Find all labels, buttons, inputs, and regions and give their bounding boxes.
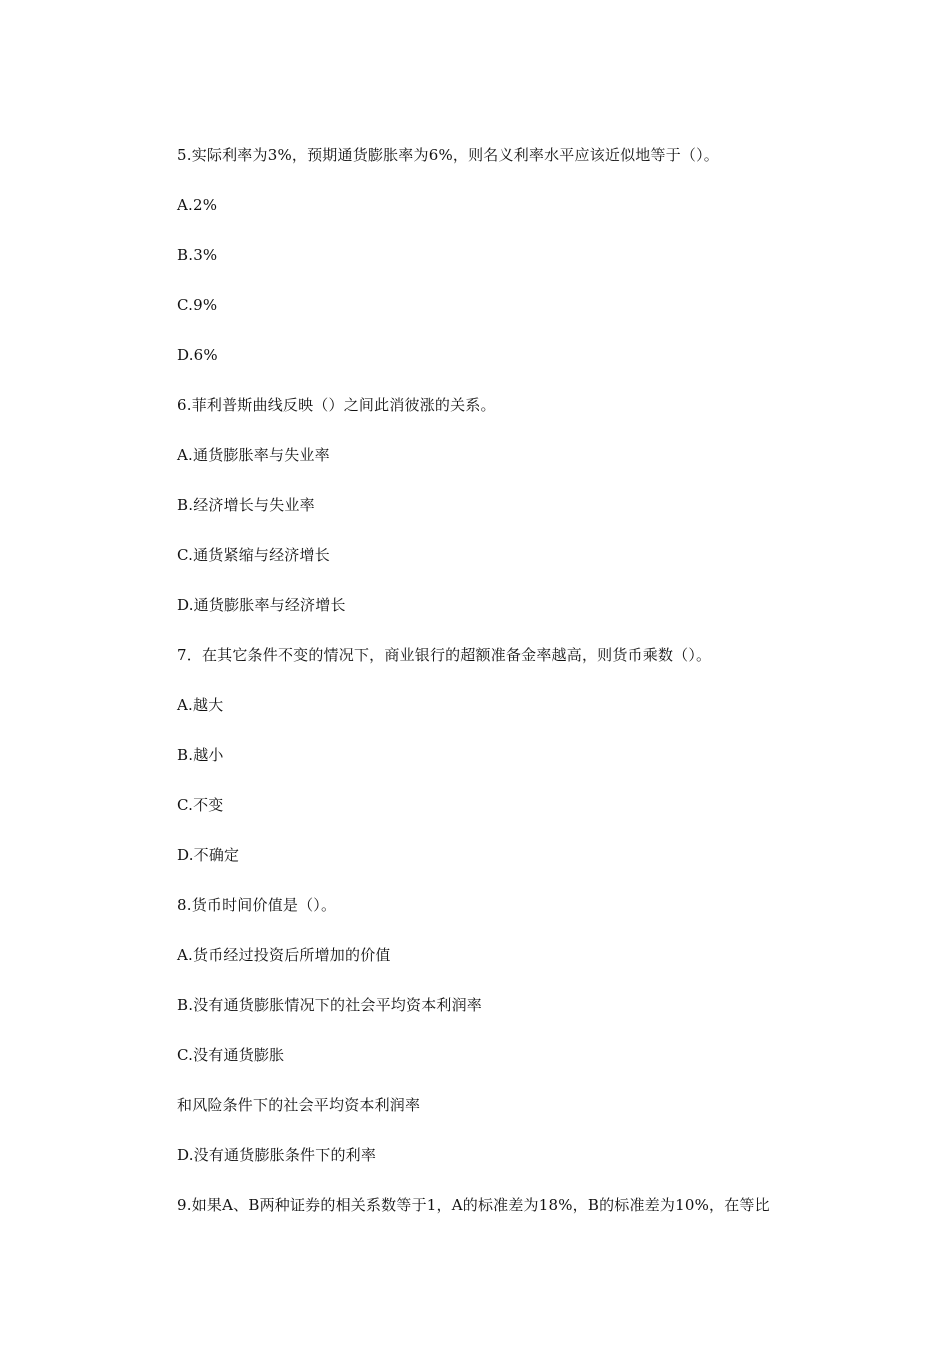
question-6-option-d: D.通货膨胀率与经济增长 bbox=[177, 596, 346, 614]
question-5-option-a: A.2% bbox=[177, 196, 218, 214]
question-8-option-a: A.货币经过投资后所增加的价值 bbox=[177, 946, 391, 964]
question-7-option-c: C.不变 bbox=[177, 796, 224, 814]
question-5-option-c: C.9% bbox=[177, 296, 218, 314]
question-8-option-d: D.没有通货膨胀条件下的利率 bbox=[177, 1146, 377, 1164]
question-6-stem: 6.菲利普斯曲线反映（）之间此消彼涨的关系。 bbox=[177, 396, 496, 414]
question-5-option-b: B.3% bbox=[177, 246, 218, 264]
question-8-stem: 8.货币时间价值是（）。 bbox=[177, 896, 337, 914]
question-7-option-a: A.越大 bbox=[177, 696, 224, 714]
question-5-option-d: D.6% bbox=[177, 346, 218, 364]
question-8-option-b: B.没有通货膨胀情况下的社会平均资本利润率 bbox=[177, 996, 482, 1014]
question-8-option-c: C.没有通货膨胀 bbox=[177, 1046, 285, 1064]
question-6-option-a: A.通货膨胀率与失业率 bbox=[177, 446, 330, 464]
question-6-option-b: B.经济增长与失业率 bbox=[177, 496, 315, 514]
question-7-option-d: D.不确定 bbox=[177, 846, 240, 864]
question-6-option-c: C.通货紧缩与经济增长 bbox=[177, 546, 330, 564]
question-8-option-c-continued: 和风险条件下的社会平均资本利润率 bbox=[177, 1096, 421, 1114]
question-7-option-b: B.越小 bbox=[177, 746, 224, 764]
question-9-stem: 9.如果A、B两种证券的相关系数等于1，A的标准差为18%，B的标准差为10%，在等比 bbox=[177, 1196, 770, 1214]
question-7-stem: 7．在其它条件不变的情况下，商业银行的超额准备金率越高，则货币乘数（）。 bbox=[177, 646, 712, 664]
question-5-stem: 5.实际利率为3%，预期通货膨胀率为6%，则名义利率水平应该近似地等于（）。 bbox=[177, 146, 720, 164]
